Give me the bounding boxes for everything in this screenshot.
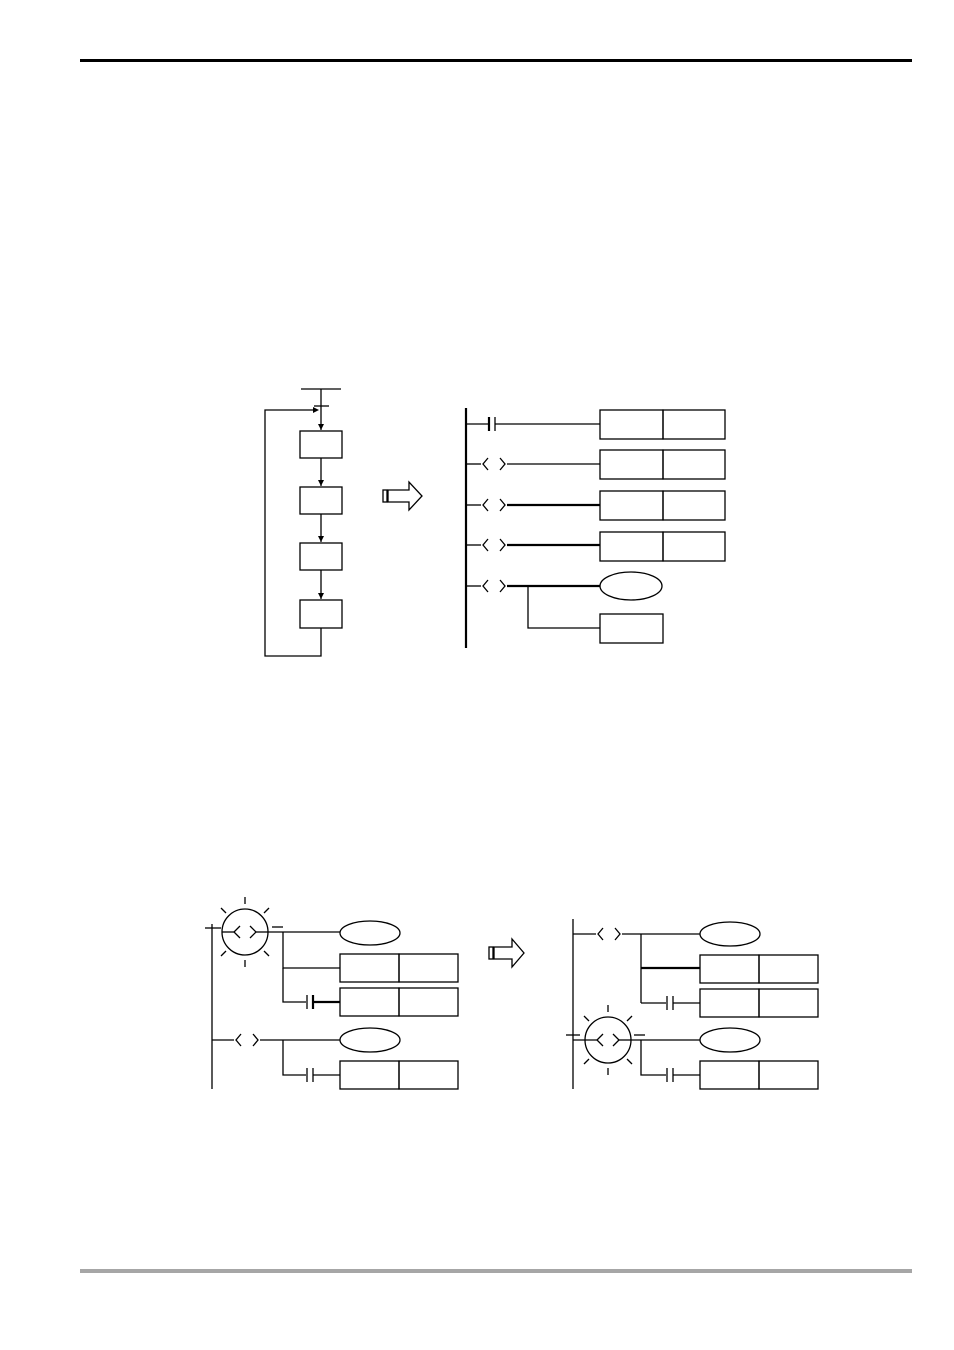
right-box bbox=[700, 955, 759, 983]
left-rung-1-coil bbox=[340, 921, 400, 945]
left-box bbox=[340, 954, 399, 982]
left-box bbox=[399, 988, 458, 1016]
right-box bbox=[759, 955, 818, 983]
left-ladder bbox=[205, 897, 458, 1089]
left-rung-2-coil bbox=[340, 1028, 400, 1052]
left-box bbox=[340, 988, 399, 1016]
right-ladder bbox=[566, 919, 818, 1089]
left-box bbox=[399, 954, 458, 982]
right-rung-2-coil bbox=[700, 1028, 760, 1052]
right-rung-1-coil bbox=[700, 922, 760, 946]
right-box bbox=[759, 1061, 818, 1089]
step-contact-icon bbox=[236, 1034, 241, 1046]
right-box bbox=[700, 989, 759, 1017]
footer-rule bbox=[80, 1269, 912, 1273]
right-box bbox=[700, 1061, 759, 1089]
left-rung-1-branch-b bbox=[283, 968, 306, 1002]
right-box bbox=[759, 989, 818, 1017]
step-contact-icon bbox=[253, 1034, 258, 1046]
step-contact-icon bbox=[598, 928, 603, 940]
hollow-right-arrow-icon bbox=[489, 939, 524, 967]
left-box bbox=[399, 1061, 458, 1089]
left-box bbox=[340, 1061, 399, 1089]
right-rung-2-branch bbox=[641, 1040, 666, 1075]
left-rung-1-branch-a bbox=[283, 932, 340, 968]
step-contact-icon bbox=[615, 928, 620, 940]
left-rung-2-branch bbox=[283, 1040, 306, 1075]
